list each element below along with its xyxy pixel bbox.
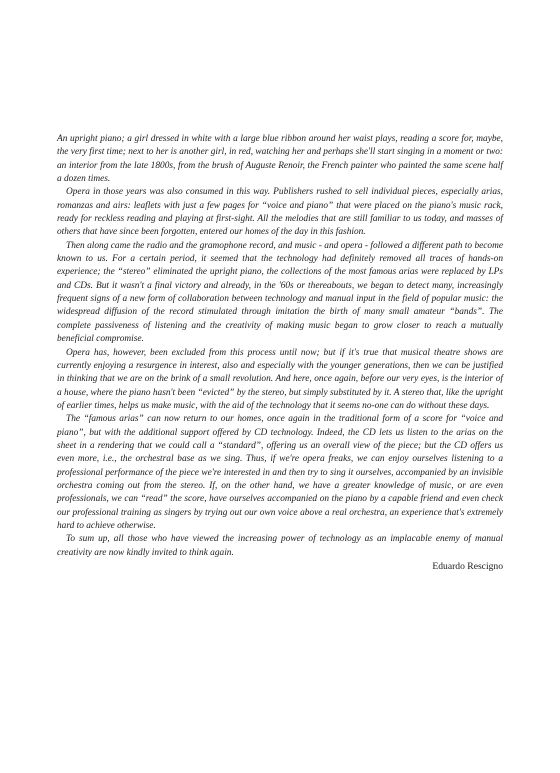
paragraph-6: To sum up, all those who have viewed the increasing power of technology as an implacable enemy of manual creativity are now kindly invited to think again. [57, 534, 503, 558]
article-body [57, 133, 503, 573]
author-signature: Eduardo Rescigno [432, 561, 503, 572]
paragraph-5: The “famous arias” can now return to our homes, once again in the traditional form of a score for “voice and piano”, but with the additional support offered by CD technology. Indeed, the CD lets us listen to the arias on the sheet in a rendering that we could call a “standard”, offering us an overall view of the piece; but the CD offers us even more, i.e., the orchestral base as we sing. Thus, if we're opera freaks, we can enjoy ourselves listening to a professional performance of the piece we're interested in and then try to sing it ourselves, accompanied by an invisible orchestra coming out from the stereo. If, on the other hand, we have a greater knowledge of music, or are even professionals, we can “read” the score, have ourselves accompanied on the piano by a capable friend and even check our professional training as singers by trying out our own voice above a real orchestra, an experience that's extremely hard to achieve otherwise. [57, 414, 503, 531]
paragraph-2: Opera in those years was also consumed in this way. Publishers rushed to sell individual pieces, especially arias, romanzas and airs: leaflets with just a few pages for “voice and piano” that were placed on the piano's music rack, ready for reckless reading and playing at first-sight. All the melodies that are still familiar to us today, and masses of others that have since been forgotten, entered our homes of the day in this fashion. [57, 187, 503, 238]
paragraph-3: Then along came the radio and the gramophone record, and music - and opera - followed a different path to become known to us. For a certain period, it seemed that the technology had definitely removed all traces of hands-on experience; the “stereo” eliminated the upright piano, the collections of the most famous arias were replaced by LPs and CDs. But it wasn't a final victory and already, in the '60s or thereabouts, we began to detect many, increasingly frequent signs of a new form of collaboration between technology and manual input in the field of popular music: the widespread diffusion of the record stimulated through imitation the birth of many small amateur “bands”. The complete passiveness of listening and the creativity of making music began to grow closer to reach a mutually beneficial compromise. [57, 240, 503, 345]
paragraph-1: An upright piano; a girl dressed in white with a large blue ribbon around her waist plays, reading a score for, maybe, the very first time; next to her is another girl, in red, watching her and perhaps she'll start singing in a moment or two: an interior from the late 1800s, from the brush of Auguste Renoir, the French painter who painted the same scene half a dozen times. [57, 134, 503, 185]
paragraph-4: Opera has, however, been excluded from this process until now; but if it's true that musical theatre shows are currently enjoying a resurgence in interest, also and especially with the younger generations, then we can be justified in thinking that we are on the brink of a small revolution. And here, once again, before our very eyes, is the interior of a house, where the piano hasn't been “evicted” by the stereo, but simply substituted by it. A stereo that, like the upright of earlier times, helps us make music, with the aid of the technology that it seems no-one can do without these days. [57, 347, 503, 411]
